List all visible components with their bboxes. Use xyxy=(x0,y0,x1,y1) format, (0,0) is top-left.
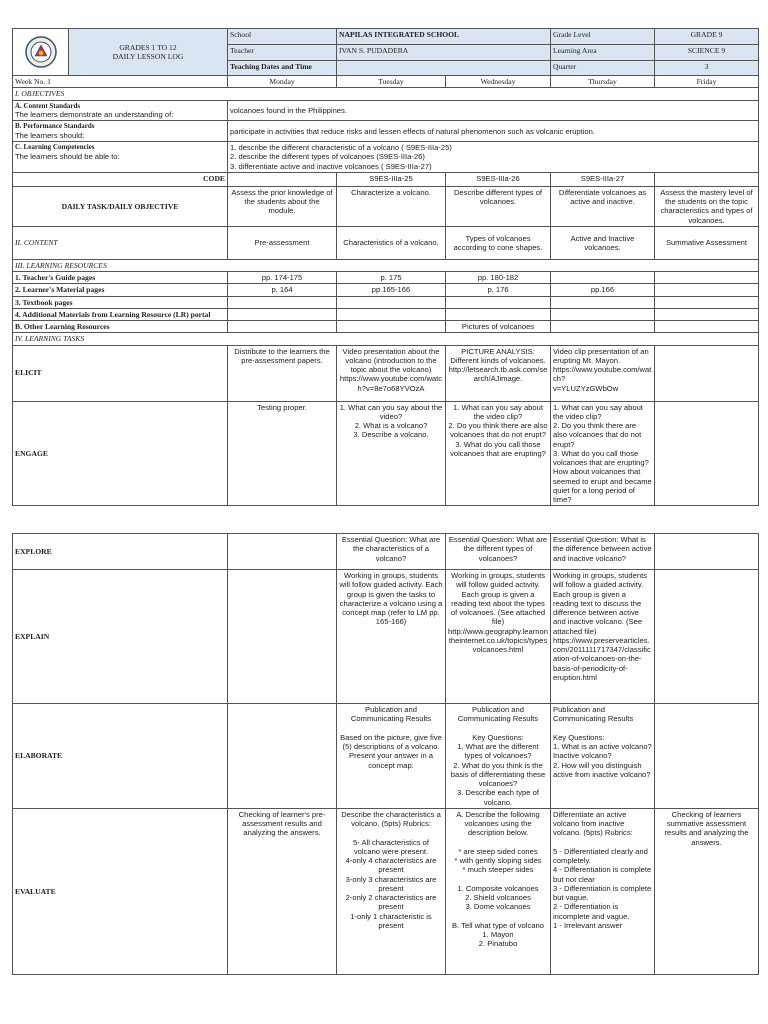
evaluate-label: EVALUATE xyxy=(13,808,228,974)
explore-label: EXPLORE xyxy=(13,534,228,570)
learning-area-label: Learning Area xyxy=(551,45,655,60)
engage-label: ENGAGE xyxy=(13,401,228,506)
content-wednesday: Types of volcanoes according to cone shapes. xyxy=(446,226,551,259)
code-thursday: S9ES-IIIa-27 xyxy=(551,172,655,186)
elicit-wednesday: PICTURE ANALYSIS: Different kinds of volcanoes. http://letsearch.tb.ask.com/search/AJimage. xyxy=(446,345,551,401)
elicit-monday: Distribute to the learners the pre-assessment papers. xyxy=(228,345,337,401)
performance-standards-cell xyxy=(13,121,228,142)
elaborate-wednesday: Publication and Communicating Results Key Questions: 1. What are the different types of volcanoes? 2. What do you think is the basis of differentiating these volcanoes? 3. Describe each type of volcano. xyxy=(446,704,551,809)
code-tuesday: S9ES-IIIa-25 xyxy=(337,172,446,186)
engage-friday xyxy=(655,401,759,506)
resource-cell xyxy=(337,321,446,333)
elicit-friday xyxy=(655,345,759,401)
resource-cell xyxy=(551,296,655,308)
log-title-cell xyxy=(69,29,228,76)
day-friday: Friday xyxy=(655,76,759,88)
textbook-pages-label: 3. Textbook pages xyxy=(13,296,228,308)
engage-wednesday: 1. What can you say about the video clip? 2. Do you think there are also volcanoes that do not erupt? 3. What do you call those volcanoes that are erupting? xyxy=(446,401,551,506)
explore-monday xyxy=(228,534,337,570)
quarter-label: Quarter xyxy=(551,60,655,75)
resource-cell: p. 176 xyxy=(446,284,551,296)
lesson-log-table-page-1 xyxy=(12,28,759,506)
elaborate-label: ELABORATE xyxy=(13,704,228,809)
daily-task-thursday: Differentiate volcanoes as active and inactive. xyxy=(551,186,655,226)
day-tuesday: Tuesday xyxy=(337,76,446,88)
learning-tasks-heading: IV. LEARNING TASKS xyxy=(13,333,759,345)
other-resources-label: B. Other Learning Resources xyxy=(13,321,228,333)
engage-tuesday: 1. What can you say about the video? 2. What is a volcano? 3. Describe a volcano. xyxy=(337,401,446,506)
code-label: CODE xyxy=(13,172,228,186)
school-value: NAPILAS INTEGRATED SCHOOL xyxy=(337,29,551,45)
competency-item: 1. describe the different characteristic of a volcano ( S9ES-IIIa-25) xyxy=(230,143,452,153)
resource-cell: p. 175 xyxy=(337,272,446,284)
grade-level-label: Grade Level xyxy=(551,29,655,45)
explore-wednesday: Essential Question: What are the different types of volcanoes? xyxy=(446,534,551,570)
explain-tuesday: Working in groups, students will follow guided activity. Each group is given the tasks to characterize a volcano using a concept map (refer to LM pp. 165-166) xyxy=(337,570,446,704)
resource-cell xyxy=(655,296,759,308)
resource-cell xyxy=(228,308,337,320)
performance-standards-label: B. Performance Standards xyxy=(15,122,95,131)
resource-cell xyxy=(655,321,759,333)
learning-competencies-cell xyxy=(13,142,228,173)
explain-thursday: Working in groups, students will follow a guided activity. Each group is given a reading text to discuss the difference between active and inactive volcano. (See attached file) https://www.preservearticles.com/2011111717347/classification-of-volcanoes-on-the-basis-of-periodicity-of-eruption.html xyxy=(551,570,655,704)
elaborate-monday xyxy=(228,704,337,809)
content-standards-value: volcanoes found in the Philippines. xyxy=(228,100,759,121)
learning-competencies-text: The learners should be able to: xyxy=(15,151,120,161)
code-friday xyxy=(655,172,759,186)
log-title-line2: DAILY LESSON LOG xyxy=(112,52,184,61)
competency-item: 2. describe the different types of volcanoes (S9ES-IIIa-26) xyxy=(230,152,425,162)
content-friday: Summative Assessment xyxy=(655,226,759,259)
explain-wednesday: Working in groups, students will follow guided activity. Each group is given a reading text about the types of volcanoes. (See attached file) http://www.geography.learnontheinternet.co.uk/topics/typesvolcanoes.html xyxy=(446,570,551,704)
deped-seal-cell xyxy=(13,29,69,76)
additional-materials-label: 4. Additional Materials from Learning Resource (LR) portal xyxy=(13,308,228,320)
daily-task-friday: Assess the mastery level of the students on the topic characteristics and types of volcanoes. xyxy=(655,186,759,226)
resource-cell xyxy=(228,296,337,308)
content-heading: II. CONTENT xyxy=(13,226,228,259)
evaluate-thursday: Differentiate an active volcano from inactive volcano. (5pts) Rubrics: 5 - Differentiated clearly and completely. 4 - Differentiation is complete but not clear 3 - Differentiation is complete but vague. 2 - Differentiation is incomplete and vague. 1 - Irrelevant answer xyxy=(551,808,655,974)
objectives-heading: I. OBJECTIVES xyxy=(13,88,759,100)
resource-cell xyxy=(446,308,551,320)
evaluate-friday: Checking of learners summative assessment results and analyzing the answers. xyxy=(655,808,759,974)
resource-cell: pp.166 xyxy=(551,284,655,296)
day-thursday: Thursday xyxy=(551,76,655,88)
learning-resources-heading: III. LEARNING RESOURCES xyxy=(13,259,759,271)
lesson-log-table-page-2 xyxy=(12,533,759,975)
resource-cell xyxy=(551,308,655,320)
learners-material-label: 2. Learner's Material pages xyxy=(13,284,228,296)
teacher-value: IVAN S. PUDADERA xyxy=(337,45,551,60)
content-monday: Pre-assessment xyxy=(228,226,337,259)
log-title-line1: GRADES 1 TO 12 xyxy=(119,42,177,52)
elaborate-tuesday: Publication and Communicating Results Based on the picture, give five (5) descriptions of a volcano. Present your answer in a concept map. xyxy=(337,704,446,809)
performance-standards-text: The learners should: xyxy=(15,130,85,140)
learning-competencies-label: C. Learning Competencies xyxy=(15,143,95,152)
resource-cell xyxy=(655,308,759,320)
resource-cell: pp. 174-175 xyxy=(228,272,337,284)
competency-item: 3. differentiate active and inactive volcanoes ( S9ES-IIIa-27) xyxy=(230,161,432,171)
content-tuesday: Characteristics of a volcano. xyxy=(337,226,446,259)
daily-task-wednesday: Describe different types of volcanoes. xyxy=(446,186,551,226)
resource-cell xyxy=(655,272,759,284)
explain-friday xyxy=(655,570,759,704)
elicit-tuesday: Video presentation about the volcano (introduction to the topic about the volcano) https://www.youtube.com/watch?v=8e7o68YVOzA xyxy=(337,345,446,401)
resource-cell xyxy=(228,321,337,333)
resource-cell: Pictures of volcanoes xyxy=(446,321,551,333)
performance-standards-value: participate in activities that reduce risks and lessen effects of natural phenomenon such as volcanic eruption. xyxy=(228,121,759,142)
content-standards-text: The learners demonstrate an understanding of: xyxy=(15,110,174,120)
daily-task-label: DAILY TASK/DAILY OBJECTIVE xyxy=(13,186,228,226)
explain-label: EXPLAIN xyxy=(13,570,228,704)
engage-monday: Testing proper. xyxy=(228,401,337,506)
resource-cell xyxy=(551,272,655,284)
resource-cell xyxy=(655,284,759,296)
resource-cell xyxy=(337,308,446,320)
elicit-thursday: Video clip presentation of an erupting Mt. Mayon. https://www.youtube.com/watch? v=YLUZYzGWbOw xyxy=(551,345,655,401)
explain-monday xyxy=(228,570,337,704)
teacher-label: Teacher xyxy=(228,45,337,60)
elicit-label: ELICIT xyxy=(13,345,228,401)
week-number: Week No. 1 xyxy=(13,76,228,88)
content-thursday: Active and Inactive volcanoes. xyxy=(551,226,655,259)
explore-tuesday: Essential Question: What are the characteristics of a volcano? xyxy=(337,534,446,570)
teachers-guide-label: 1. Teacher's Guide pages xyxy=(13,272,228,284)
explore-friday xyxy=(655,534,759,570)
grade-level-value: GRADE 9 xyxy=(655,29,759,45)
teaching-dates-value xyxy=(337,60,551,75)
content-standards-label: A. Content Standards xyxy=(15,101,81,110)
elaborate-thursday: Publication and Communicating Results Key Questions: 1. What is an active volcano? Inactive volcano? 2. How will you distinguish active from inactive volcano? xyxy=(551,704,655,809)
school-label: School xyxy=(228,29,337,45)
resource-cell: p. 164 xyxy=(228,284,337,296)
resource-cell: pp.165-166 xyxy=(337,284,446,296)
teaching-dates-label: Teaching Dates and Time xyxy=(228,60,337,75)
resource-cell xyxy=(337,296,446,308)
day-monday: Monday xyxy=(228,76,337,88)
learning-competencies-list xyxy=(228,142,759,173)
daily-task-tuesday: Characterize a volcano. xyxy=(337,186,446,226)
code-wednesday: S9ES-IIIa-26 xyxy=(446,172,551,186)
explore-thursday: Essential Question: What is the difference between active and inactive volcano? xyxy=(551,534,655,570)
evaluate-tuesday: Describe the characteristics a volcano. (5pts) Rubrics: 5- All characteristics of volcano were present. 4-only 4 characteristics are present 3-only 3 characteristics are present 2-only 2 characteristics are present 1-only 1 characteristic is present xyxy=(337,808,446,974)
daily-task-monday: Assess the prior knowledge of the students about the module. xyxy=(228,186,337,226)
resource-cell: pp. 180-182 xyxy=(446,272,551,284)
evaluate-monday: Checking of learner's pre-assessment results and analyzing the answers. xyxy=(228,808,337,974)
resource-cell xyxy=(446,296,551,308)
learning-area-value: SCIENCE 9 xyxy=(655,45,759,60)
day-wednesday: Wednesday xyxy=(446,76,551,88)
engage-thursday: 1. What can you say about the video clip? 2. Do you think there are also volcanoes that do not erupt? 3. What do you call those volcanoes that are erupting? How about volcanoes that seemed to erupt and became quiet for a long period of time? xyxy=(551,401,655,506)
deped-seal-logo xyxy=(25,36,57,68)
evaluate-wednesday: A. Describe the following volcanoes using the description below. * are steep sided cones * with gently sloping sides * much steeper sides 1. Composite volcanoes 2. Shield volcanoes 3. Dome volcanoes B. Tell what type of volcano 1. Mayon 2. Pinatubo xyxy=(446,808,551,974)
elaborate-friday xyxy=(655,704,759,809)
code-monday xyxy=(228,172,337,186)
resource-cell xyxy=(551,321,655,333)
content-standards-cell xyxy=(13,100,228,121)
quarter-value: 3 xyxy=(655,60,759,75)
